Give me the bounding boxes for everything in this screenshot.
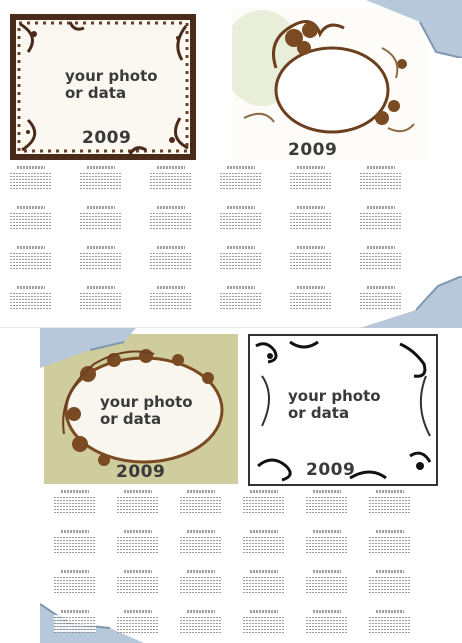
mini-month-days xyxy=(54,615,96,633)
mini-month-days xyxy=(360,251,402,269)
mini-month-calendar xyxy=(178,530,224,554)
mini-month-days xyxy=(150,171,192,189)
mini-month-days xyxy=(360,211,402,229)
mini-month-calendar xyxy=(78,246,124,270)
mini-month-header xyxy=(297,246,325,249)
mini-month-days xyxy=(117,535,159,553)
mini-month-days xyxy=(180,495,222,513)
mini-month-days xyxy=(150,291,192,309)
mini-month-days xyxy=(290,211,332,229)
mini-month-calendar xyxy=(288,246,334,270)
mini-month-calendar xyxy=(358,166,404,190)
mini-month-calendar xyxy=(288,166,334,190)
mini-month-header xyxy=(87,246,115,249)
mini-month-header xyxy=(124,490,152,493)
mini-month-calendar xyxy=(218,166,264,190)
photo-placeholder-text xyxy=(65,68,158,102)
mini-month-calendar xyxy=(304,570,350,594)
mini-month-header xyxy=(157,286,185,289)
mini-month-days xyxy=(117,575,159,593)
page-curl-top-left xyxy=(40,328,136,368)
mini-month-header xyxy=(376,530,404,533)
mini-month-calendar xyxy=(288,206,334,230)
mini-month-calendar xyxy=(115,610,161,634)
mini-month-header xyxy=(61,530,89,533)
mini-month-calendar xyxy=(304,490,350,514)
photo-frame-grunge xyxy=(10,14,196,160)
mini-month-header xyxy=(124,570,152,573)
mini-month-calendar xyxy=(218,246,264,270)
mini-month-calendar xyxy=(148,206,194,230)
mini-month-header xyxy=(376,570,404,573)
mini-month-header xyxy=(250,610,278,613)
mini-month-calendar xyxy=(367,490,413,514)
month-grid xyxy=(52,490,452,638)
mini-month-header xyxy=(87,206,115,209)
mini-month-header xyxy=(157,246,185,249)
mini-month-header xyxy=(250,490,278,493)
mini-month-calendar xyxy=(358,286,404,310)
mini-month-days xyxy=(80,291,122,309)
mini-month-days xyxy=(54,575,96,593)
mini-month-header xyxy=(17,166,45,169)
mini-month-header xyxy=(61,570,89,573)
mini-month-header xyxy=(157,206,185,209)
mini-month-header xyxy=(227,166,255,169)
mini-month-header xyxy=(297,206,325,209)
mini-month-days xyxy=(10,291,52,309)
mini-month-days xyxy=(117,495,159,513)
mini-month-days xyxy=(10,211,52,229)
mini-month-calendar xyxy=(178,490,224,514)
mini-month-header xyxy=(124,610,152,613)
mini-month-header xyxy=(367,166,395,169)
photo-text-line-1: your photo xyxy=(65,67,158,85)
mini-month-header xyxy=(376,610,404,613)
photo-text-line-2: or data xyxy=(288,404,350,422)
mini-month-calendar xyxy=(358,246,404,270)
mini-month-header xyxy=(367,286,395,289)
mini-month-header xyxy=(17,286,45,289)
mini-month-days xyxy=(54,535,96,553)
mini-month-header xyxy=(313,490,341,493)
mini-month-days xyxy=(290,291,332,309)
mini-month-calendar xyxy=(288,286,334,310)
mini-month-header xyxy=(87,286,115,289)
mini-month-header xyxy=(297,286,325,289)
photo-frame-swirl xyxy=(248,334,438,486)
photo-placeholder-text xyxy=(288,388,381,422)
mini-month-days xyxy=(360,171,402,189)
mini-month-header xyxy=(227,206,255,209)
mini-month-header xyxy=(61,490,89,493)
mini-month-calendar xyxy=(8,166,54,190)
mini-month-days xyxy=(220,171,262,189)
mini-month-days xyxy=(290,171,332,189)
mini-month-calendar xyxy=(52,530,98,554)
mini-month-header xyxy=(17,246,45,249)
mini-month-header xyxy=(227,286,255,289)
photo-text-line-2: or data xyxy=(100,410,162,428)
mini-month-calendar xyxy=(304,530,350,554)
page-curl-top-right xyxy=(366,0,462,58)
mini-month-header xyxy=(367,246,395,249)
mini-month-calendar xyxy=(178,610,224,634)
mini-month-header xyxy=(187,570,215,573)
mini-month-calendar xyxy=(52,490,98,514)
mini-month-calendar xyxy=(8,246,54,270)
mini-month-header xyxy=(313,570,341,573)
year-label: 2009 xyxy=(116,462,166,482)
mini-month-header xyxy=(376,490,404,493)
mini-month-header xyxy=(297,166,325,169)
photo-placeholder-text xyxy=(100,394,193,428)
year-label: 2009 xyxy=(306,460,356,480)
mini-month-days xyxy=(54,495,96,513)
mini-month-calendar xyxy=(148,286,194,310)
mini-month-calendar xyxy=(115,490,161,514)
mini-month-calendar xyxy=(241,490,287,514)
mini-month-days xyxy=(369,615,411,633)
mini-month-header xyxy=(187,490,215,493)
mini-month-days xyxy=(150,251,192,269)
mini-month-calendar xyxy=(367,530,413,554)
mini-month-calendar xyxy=(367,570,413,594)
mini-month-header xyxy=(157,166,185,169)
mini-month-calendar xyxy=(78,166,124,190)
mini-month-calendar xyxy=(78,206,124,230)
mini-month-days xyxy=(360,291,402,309)
mini-month-days xyxy=(369,495,411,513)
mini-month-calendar xyxy=(241,610,287,634)
photo-text-line-1: your photo xyxy=(100,393,193,411)
mini-month-header xyxy=(227,246,255,249)
year-label: 2009 xyxy=(82,128,132,148)
mini-month-header xyxy=(250,530,278,533)
year-label: 2009 xyxy=(288,140,338,160)
mini-month-header xyxy=(313,610,341,613)
mini-month-days xyxy=(180,535,222,553)
mini-month-calendar xyxy=(241,570,287,594)
mini-month-header xyxy=(250,570,278,573)
mini-month-calendar xyxy=(241,530,287,554)
mini-month-calendar xyxy=(8,206,54,230)
photo-text-line-1: your photo xyxy=(288,387,381,405)
mini-month-calendar xyxy=(115,570,161,594)
mini-month-days xyxy=(150,211,192,229)
mini-month-calendar xyxy=(52,610,98,634)
mini-month-calendar xyxy=(218,206,264,230)
mini-month-calendar xyxy=(115,530,161,554)
mini-month-header xyxy=(17,206,45,209)
mini-month-days xyxy=(306,615,348,633)
mini-month-days xyxy=(80,251,122,269)
mini-month-days xyxy=(243,535,285,553)
mini-month-header xyxy=(87,166,115,169)
calendar-sheet-bottom xyxy=(0,328,462,643)
mini-month-days xyxy=(180,575,222,593)
mini-month-header xyxy=(124,530,152,533)
mini-month-days xyxy=(220,291,262,309)
mini-month-calendar xyxy=(178,570,224,594)
mini-month-days xyxy=(243,575,285,593)
mini-month-header xyxy=(61,610,89,613)
mini-month-days xyxy=(10,171,52,189)
mini-month-calendar xyxy=(148,246,194,270)
mini-month-days xyxy=(180,615,222,633)
mini-month-days xyxy=(243,615,285,633)
mini-month-days xyxy=(290,251,332,269)
mini-month-calendar xyxy=(78,286,124,310)
mini-month-calendar xyxy=(8,286,54,310)
mini-month-days xyxy=(306,575,348,593)
mini-month-header xyxy=(367,206,395,209)
mini-month-days xyxy=(243,495,285,513)
mini-month-days xyxy=(80,171,122,189)
mini-month-days xyxy=(369,575,411,593)
mini-month-days xyxy=(369,535,411,553)
mini-month-days xyxy=(10,251,52,269)
mini-month-calendar xyxy=(358,206,404,230)
mini-month-days xyxy=(220,251,262,269)
mini-month-calendar xyxy=(367,610,413,634)
mini-month-header xyxy=(187,610,215,613)
mini-month-days xyxy=(80,211,122,229)
mini-month-header xyxy=(187,530,215,533)
mini-month-calendar xyxy=(52,570,98,594)
mini-month-days xyxy=(306,535,348,553)
mini-month-calendar xyxy=(218,286,264,310)
photo-text-line-2: or data xyxy=(65,84,127,102)
mini-month-calendar xyxy=(304,610,350,634)
mini-month-days xyxy=(306,495,348,513)
month-grid xyxy=(8,166,418,306)
mini-month-calendar xyxy=(148,166,194,190)
mini-month-days xyxy=(117,615,159,633)
mini-month-days xyxy=(220,211,262,229)
mini-month-header xyxy=(313,530,341,533)
